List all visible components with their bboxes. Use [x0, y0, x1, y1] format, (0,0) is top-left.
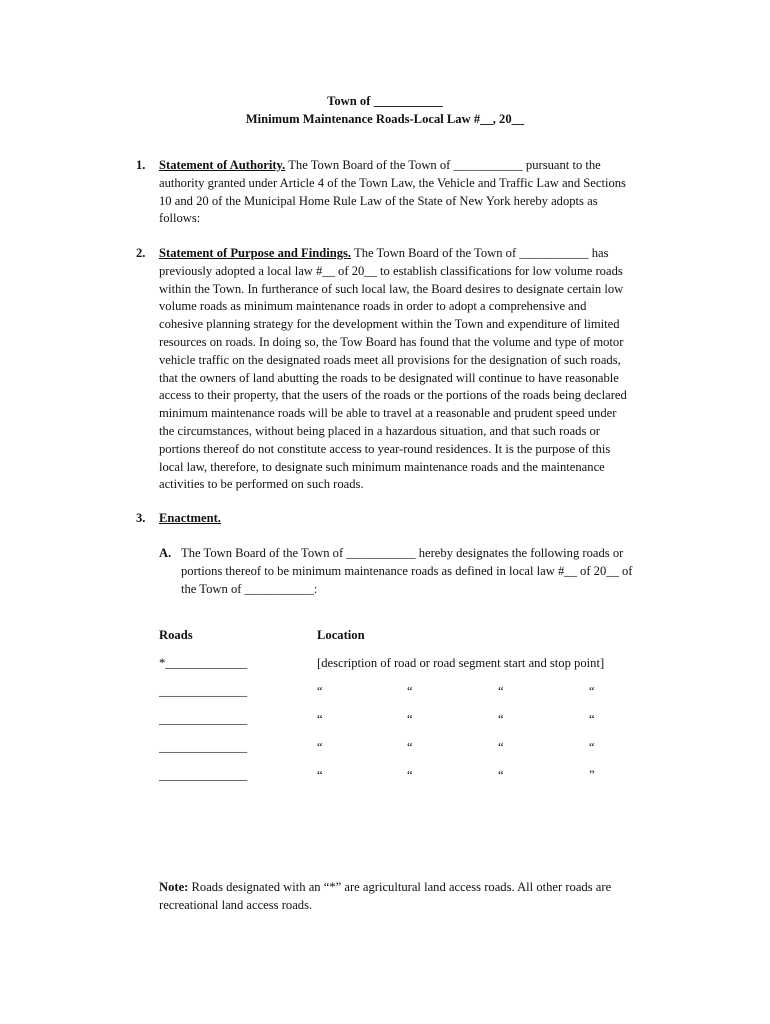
note-text: Roads designated with an “*” are agricultural land access roads. All other roads are: [188, 880, 612, 894]
section-2-line: vehicle traffic on the designated roads meet all provisions for the designation of such roads,: [159, 352, 621, 367]
subsection-a-paragraph: [181, 545, 681, 598]
road-blank: *_____________: [159, 656, 248, 670]
road-blank: ______________: [159, 684, 248, 698]
note-line: recreational land access roads.: [159, 897, 313, 912]
ditto-mark: “: [317, 712, 323, 726]
section-2-line: local law, therefore, to designate such minimum maintenance roads and the maintenance: [159, 459, 605, 474]
location-column-header: Location: [317, 628, 365, 642]
section-1-line: 10 and 20 of the Municipal Home Rule Law of the State of New York hereby adopts as: [159, 193, 598, 208]
ditto-mark: “: [498, 768, 504, 782]
section-2-number: 2.: [136, 246, 146, 260]
roads-column-header: Roads: [159, 628, 193, 642]
section-1-line: follows:: [159, 211, 201, 226]
subsection-a-line: portions thereof to be minimum maintenance roads as defined in local law #__ of 20__ of: [181, 563, 633, 578]
ditto-mark: “: [407, 684, 413, 698]
note-label: Note:: [159, 880, 189, 894]
subsection-a-label: A.: [159, 546, 172, 560]
ditto-mark: “: [498, 712, 504, 726]
road-blank: ______________: [159, 768, 248, 782]
section-3-number: 3.: [136, 511, 146, 525]
section-2-line: minimum maintenance roads will be able to travel at a reasonable and prudent speed under: [159, 406, 617, 421]
section-3-heading: Enactment.: [159, 511, 221, 525]
section-1-line: authority granted under Article 4 of the Town Law, the Vehicle and Traffic Law and Sections: [159, 175, 626, 190]
section-3-heading-line: [159, 510, 679, 528]
section-2-line: the circumstances, without being placed in a hazardous situation, and that such roads or: [159, 423, 601, 438]
note-paragraph: [159, 879, 679, 915]
ditto-mark: “: [407, 768, 413, 782]
section-1-text: The Town Board of the Town of ___________ pursuant to the: [285, 158, 601, 172]
section-2-line: cohesive planning strategy for the development within the Town and expenditure of limited: [159, 317, 620, 332]
section-2-line: activities to be performed on such roads.: [159, 477, 364, 492]
location-description: [description of road or road segment start and stop point]: [317, 656, 605, 670]
section-2-text: The Town Board of the Town of ___________ has: [351, 246, 609, 260]
document-title-law: Minimum Maintenance Roads-Local Law #__, 20__: [245, 112, 525, 126]
ditto-mark: ”: [589, 768, 595, 782]
section-1-line: [159, 157, 679, 175]
ditto-mark: “: [407, 740, 413, 754]
section-1-number: 1.: [136, 158, 146, 172]
section-2-paragraph: [159, 245, 679, 494]
ditto-mark: “: [589, 684, 595, 698]
section-2-line: previously adopted a local law #__ of 20__ to establish classifications for low volume roads: [159, 263, 623, 278]
road-blank: ______________: [159, 712, 248, 726]
note-line: [159, 879, 679, 897]
section-2-line: that the owners of land abutting the roads to be designated will continue to have reasonable: [159, 370, 619, 385]
subsection-a-line: the Town of ___________:: [181, 581, 318, 596]
ditto-mark: “: [317, 740, 323, 754]
section-1-paragraph: [159, 157, 679, 228]
section-1-heading: Statement of Authority.: [159, 158, 286, 172]
section-2-line: portions thereof do not constitute access to year-round residences. It is the purpose of this: [159, 441, 611, 456]
ditto-mark: “: [498, 684, 504, 698]
document-title-town: Town of ___________: [327, 94, 443, 108]
section-2-line: resources on roads. In doing so, the Tow Board has found that the volume and type of motor: [159, 334, 624, 349]
section-2-line: within the Town. In furtherance of such local law, the Board desires to designate certain low: [159, 281, 624, 296]
road-blank: ______________: [159, 740, 248, 754]
ditto-mark: “: [589, 712, 595, 726]
section-2-heading: Statement of Purpose and Findings.: [159, 246, 352, 260]
ditto-mark: “: [317, 684, 323, 698]
section-2-line: [159, 245, 679, 263]
section-2-line: access to their property, that the users of the roads or the portions of the roads being declared: [159, 388, 627, 403]
subsection-a-line: The Town Board of the Town of ___________ hereby designates the following roads or: [181, 546, 624, 560]
ditto-mark: “: [317, 768, 323, 782]
ditto-mark: “: [589, 740, 595, 754]
ditto-mark: “: [498, 740, 504, 754]
section-2-line: volume roads as minimum maintenance roads in order to adopt a comprehensive and: [159, 299, 587, 314]
ditto-mark: “: [407, 712, 413, 726]
